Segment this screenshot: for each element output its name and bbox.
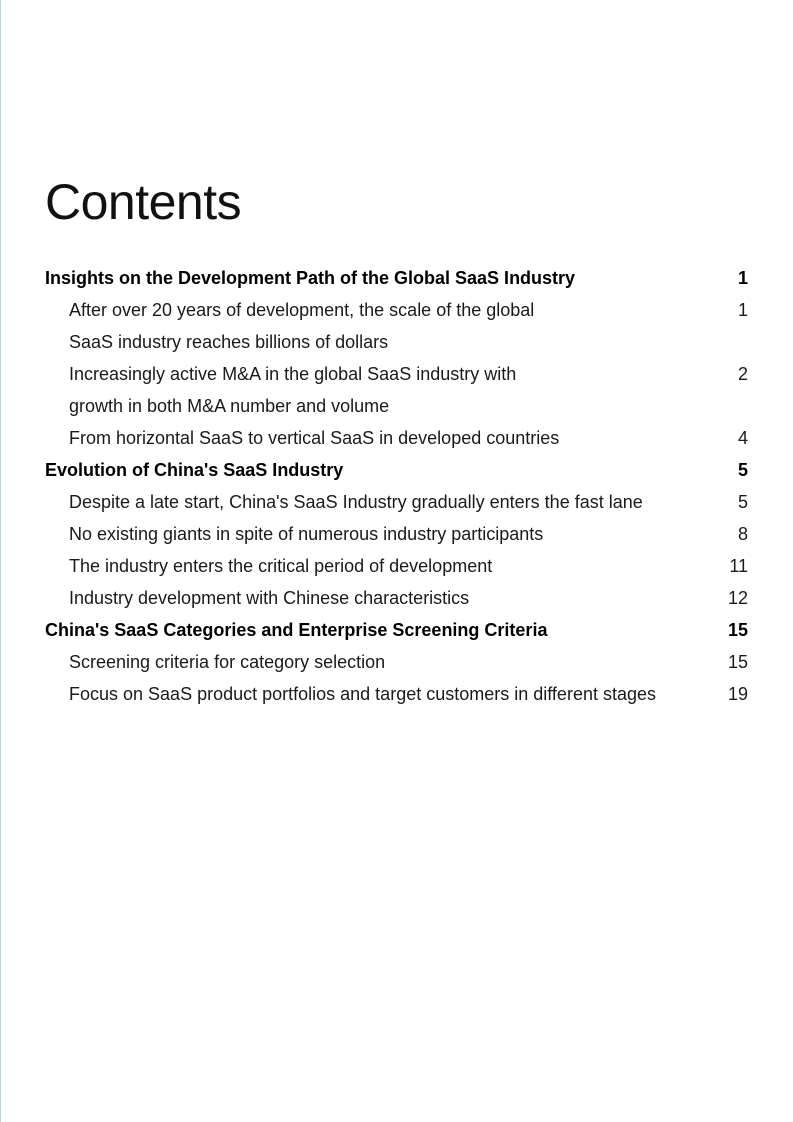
toc-page-number: 1 [737, 268, 748, 288]
toc-page-number: 15 [727, 652, 748, 672]
toc-entry-title: The industry enters the critical period of development [69, 556, 493, 576]
toc-entry[interactable] [45, 518, 748, 550]
toc-entry-title: Focus on SaaS product portfolios and target customers in different stages [69, 684, 656, 704]
toc-section-title: China's SaaS Categories and Enterprise Screening Criteria [45, 620, 548, 640]
toc-page-number: 1 [737, 300, 748, 320]
toc-entry-title: Screening criteria for category selection [69, 652, 386, 672]
page-title: Contents [45, 174, 242, 230]
toc-entry[interactable] [45, 646, 748, 678]
table-of-contents [45, 262, 748, 710]
toc-entry[interactable] [45, 358, 748, 422]
toc-page-number: 5 [737, 492, 748, 512]
toc-section-title: Insights on the Development Path of the Global SaaS Industry [45, 268, 576, 288]
toc-page-number: 4 [737, 428, 748, 448]
toc-page-number: 19 [727, 684, 748, 704]
toc-entry-title: Increasingly active M&A in the global SaaS industry with growth in both M&A number and volume [69, 364, 517, 416]
toc-entry-title: Industry development with Chinese characteristics [69, 588, 470, 608]
toc-entry-title: From horizontal SaaS to vertical SaaS in developed countries [69, 428, 560, 448]
toc-page-number: 5 [737, 460, 748, 480]
toc-page-number: 15 [727, 620, 748, 640]
toc-entry[interactable] [45, 678, 748, 710]
toc-section-2[interactable] [45, 454, 748, 486]
page-edge-line [0, 0, 1, 1122]
toc-entry-title: No existing giants in spite of numerous industry participants [69, 524, 544, 544]
toc-entry[interactable] [45, 422, 748, 454]
toc-page-number: 8 [737, 524, 748, 544]
toc-entry[interactable] [45, 294, 748, 358]
toc-entry[interactable] [45, 550, 748, 582]
toc-page-number: 2 [737, 364, 748, 384]
toc-page-number: 12 [727, 588, 748, 608]
toc-section-1[interactable] [45, 262, 748, 294]
toc-entry[interactable] [45, 582, 748, 614]
toc-entry-title: Despite a late start, China's SaaS Industry gradually enters the fast lane [69, 492, 643, 512]
toc-entry[interactable] [45, 486, 748, 518]
toc-section-title: Evolution of China's SaaS Industry [45, 460, 344, 480]
toc-section-3[interactable] [45, 614, 748, 646]
toc-entry-title: After over 20 years of development, the scale of the global SaaS industry reaches billions of dollars [69, 300, 535, 352]
toc-page-number: 11 [729, 556, 748, 576]
